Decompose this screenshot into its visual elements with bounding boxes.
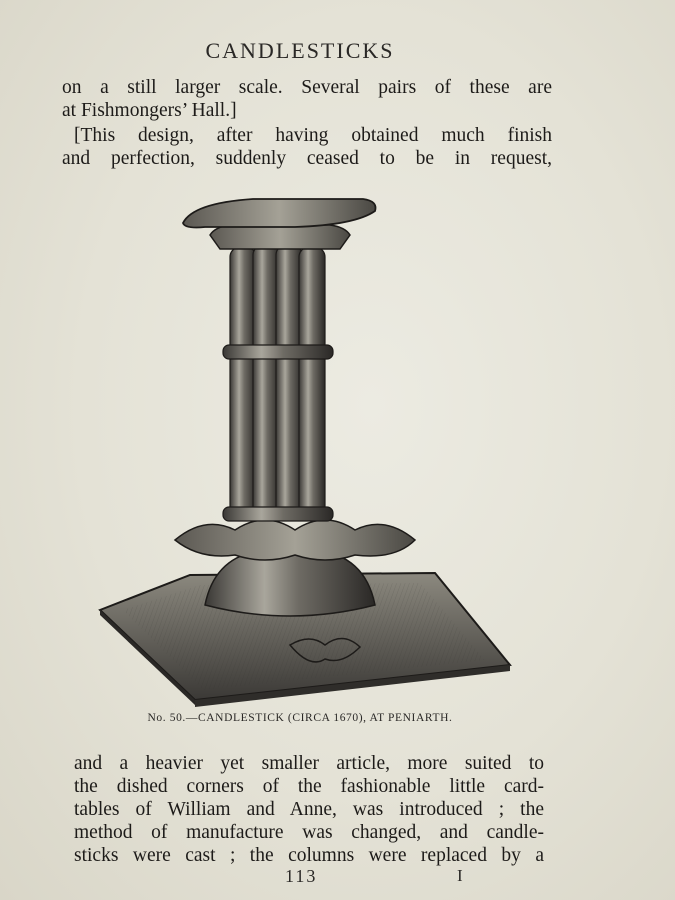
- text-line: on a still larger scale. Several pairs of these are: [62, 77, 552, 98]
- paragraph-top: [62, 76, 552, 122]
- page-number: 113: [285, 866, 318, 886]
- running-head: CANDLESTICKS: [205, 38, 395, 63]
- text-line: [This design, after having obtained much finish: [74, 125, 552, 146]
- candlestick-top: [183, 199, 376, 249]
- text-line: at Fishmongers’ Hall.]: [62, 100, 237, 121]
- paragraph-bottom: [74, 752, 544, 867]
- text-line: the dished corners of the fashionable little card-: [74, 776, 544, 797]
- text-line: and a heavier yet smaller article, more suited to: [74, 753, 544, 774]
- candlestick-engraving: [95, 195, 515, 715]
- text-line: method of manufacture was changed, and candle-: [74, 822, 544, 843]
- text-line: sticks were cast ; the columns were replaced by a: [74, 845, 544, 866]
- text-line: tables of William and Anne, was introduced ; the: [74, 799, 544, 820]
- text-line: and perfection, suddenly ceased to be in request,: [62, 148, 552, 169]
- figure-caption: No. 50.—CANDLESTICK (CIRCA 1670), AT PENIARTH.: [147, 712, 453, 724]
- candlestick-columns: [223, 245, 333, 521]
- paragraph-middle: [62, 124, 552, 170]
- signature-mark: I: [457, 866, 463, 885]
